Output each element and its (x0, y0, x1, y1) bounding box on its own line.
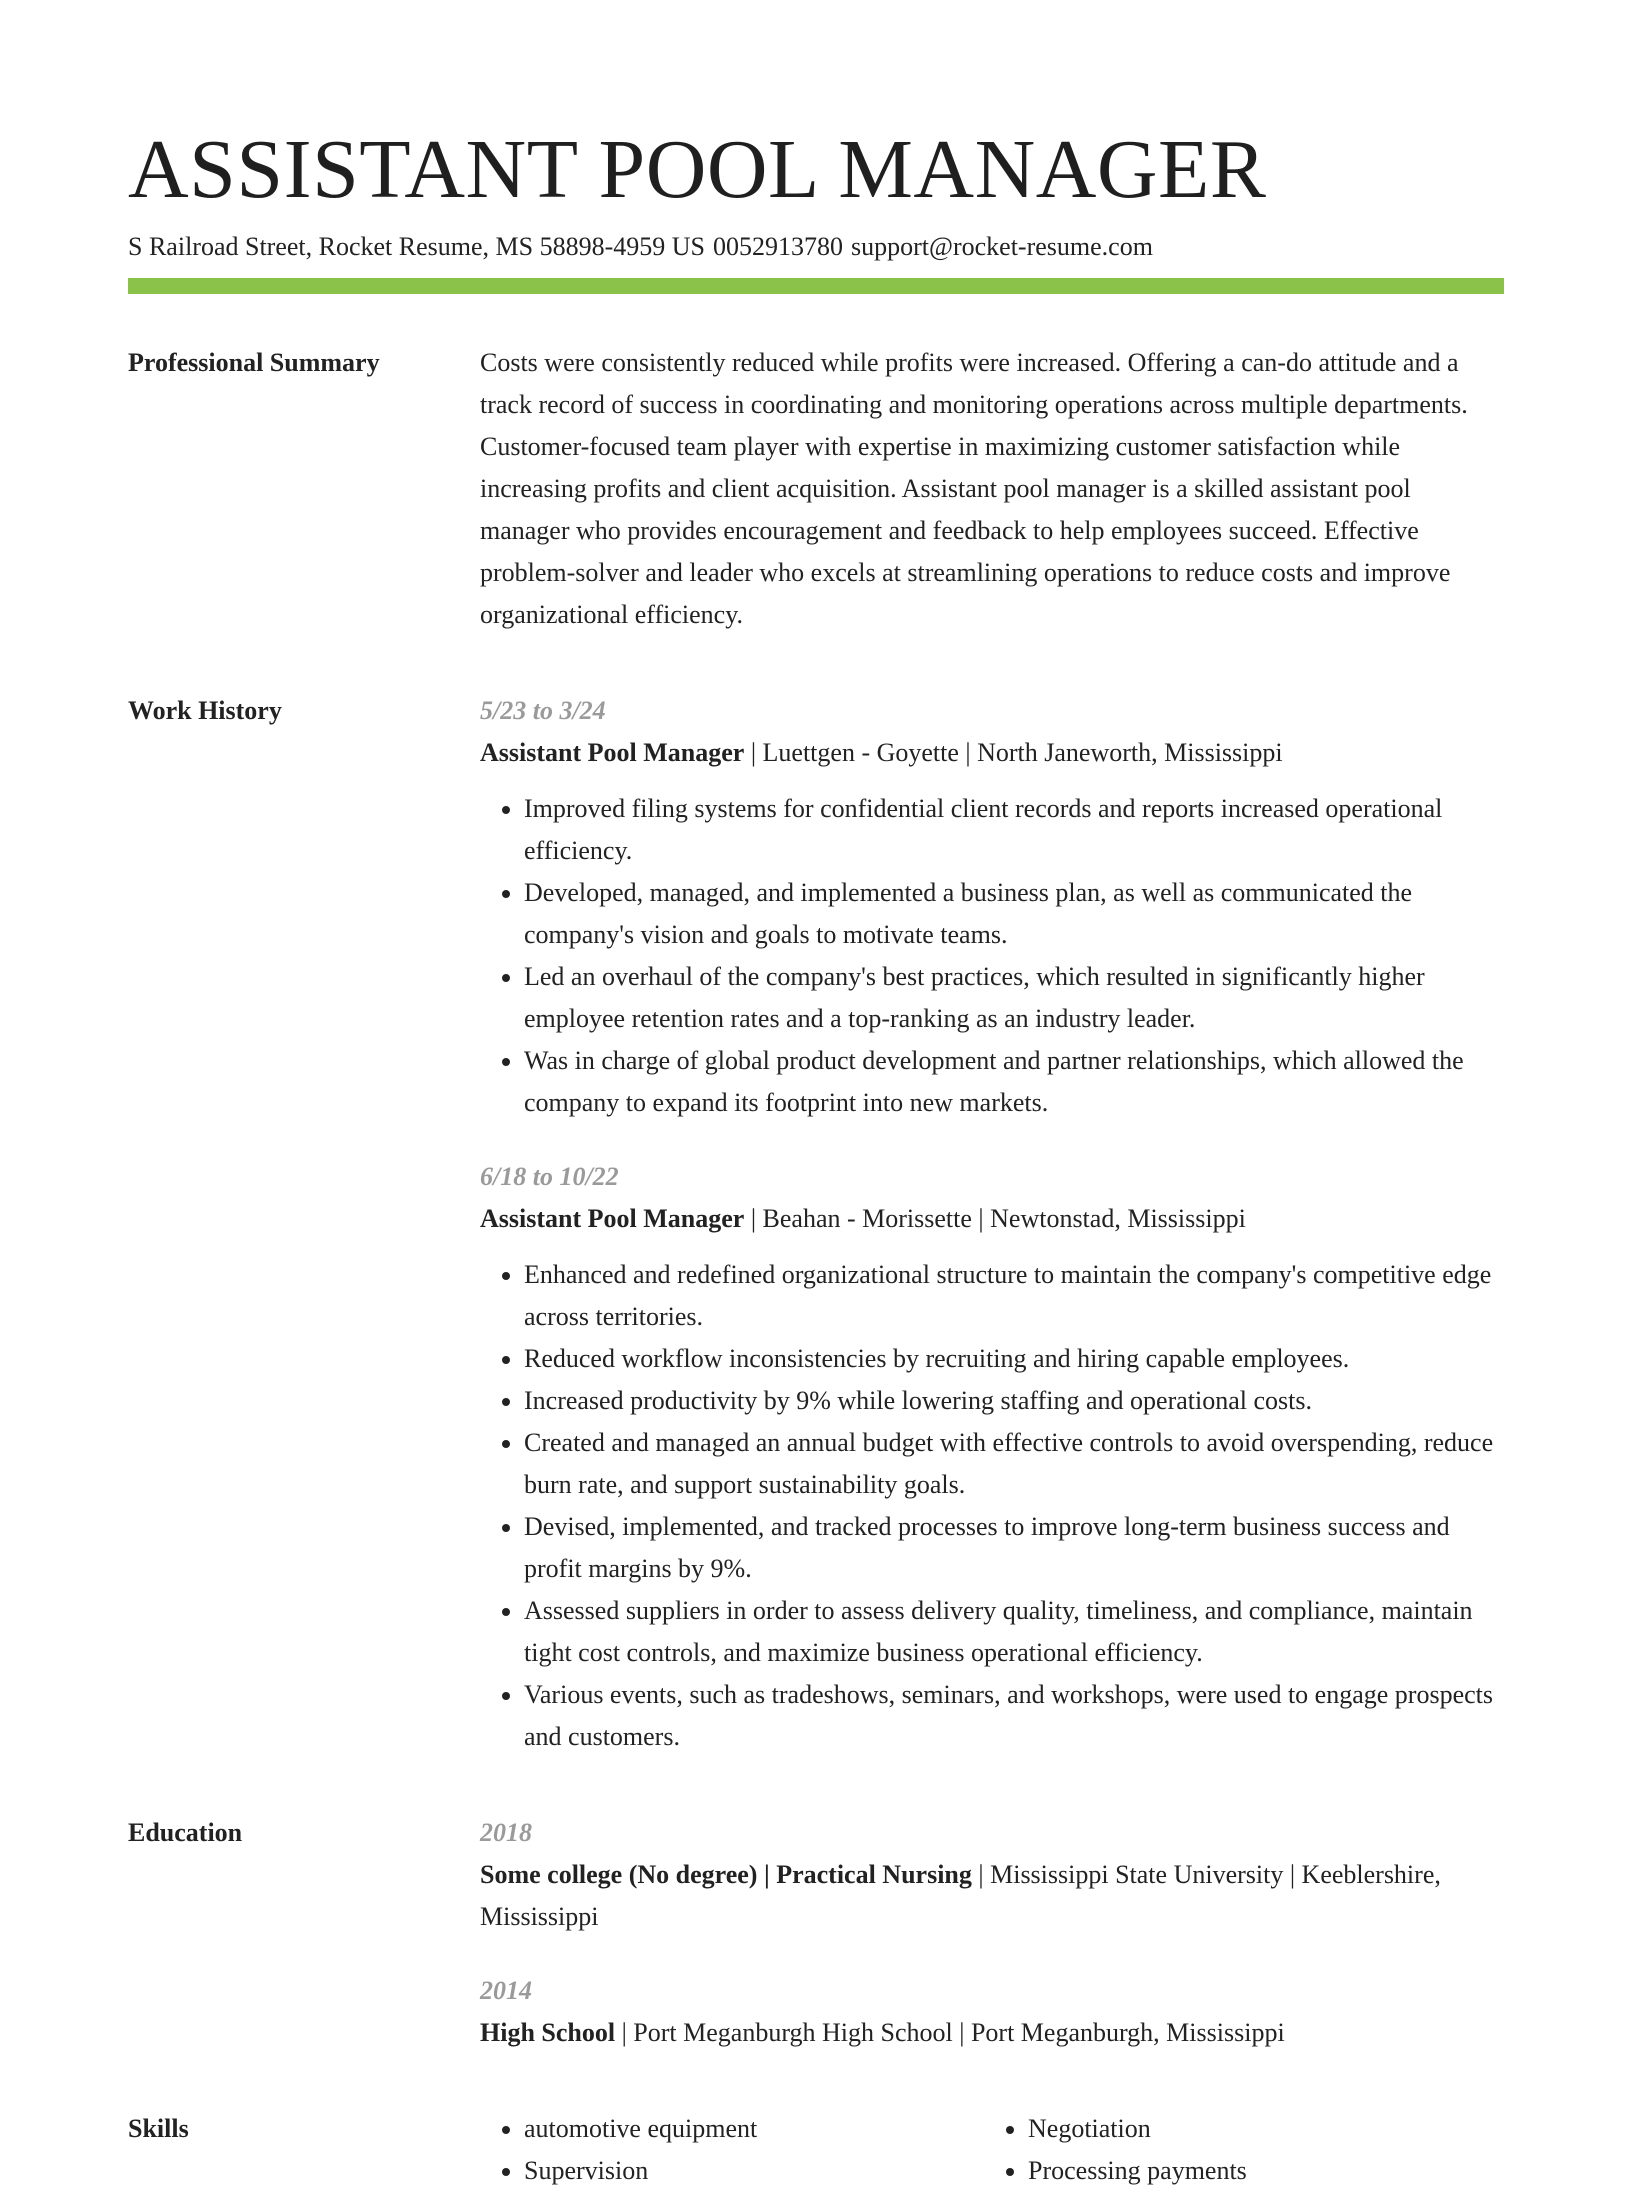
job-bullet: • Devised, implemented, and tracked processes to improve long-term business success and profit margins by 9%. (524, 1506, 1504, 1590)
resume-page (128, 120, 1504, 2192)
skill-item: • automotive equipment (524, 2108, 984, 2150)
section-title-education: Education (128, 1818, 243, 1847)
job-dates: 6/18 to 10/22 (480, 1162, 619, 1191)
job-details: | Beahan - Morissette | Newtonstad, Mississippi (744, 1204, 1246, 1233)
email: support@rocket-resume.com (851, 232, 1153, 261)
candidate-name: ASSISTANT POOL MANAGER (128, 123, 1267, 216)
professional-summary-section (128, 342, 1504, 636)
job-dates: 5/23 to 3/24 (480, 696, 606, 725)
job-bullet: • Increased productivity by 9% while lowering staffing and operational costs. (524, 1380, 1504, 1422)
section-title-summary: Professional Summary (128, 348, 380, 377)
education-details: | Port Meganburgh High School | Port Meganburgh, Mississippi (615, 2018, 1285, 2047)
job-bullet: • Enhanced and redefined organizational structure to maintain the company's competitive edge across territories. (524, 1254, 1504, 1338)
job-bullet: • Various events, such as tradeshows, seminars, and workshops, were used to engage prospects and customers. (524, 1674, 1504, 1758)
job-bullets (480, 1254, 1504, 1758)
job-bullet: • Assessed suppliers in order to assess delivery quality, timeliness, and compliance, maintain tight cost controls, and maximize business operational efficiency. (524, 1590, 1504, 1674)
skills-grid (480, 2108, 1504, 2192)
education-degree: Some college (No degree) | Practical Nursing (480, 1860, 972, 1889)
skills-column (480, 2108, 984, 2192)
summary-text: Costs were consistently reduced while profits were increased. Offering a can-do attitude and a track record of success in coordinating and monitoring operations across multiple departments. Customer-focused team player with expertise in maximizing customer satisfaction while increasing profits and client acquisition. Assistant pool manager is a skilled assistant pool manager who provides encouragement and feedback to help employees succeed. Effective problem-solver and leader who excels at streamlining operations to reduce costs and improve organizational efficiency. (480, 348, 1468, 629)
job-entry (480, 690, 1504, 1124)
skill-item: • Processing payments (1028, 2150, 1488, 2192)
job-bullet: • Was in charge of global product development and partner relationships, which allowed the company to expand its footprint into new markets. (524, 1040, 1504, 1124)
job-bullet: • Created and managed an annual budget with effective controls to avoid overspending, reduce burn rate, and support sustainability goals. (524, 1422, 1504, 1506)
job-entry (480, 1156, 1504, 1758)
header-divider (128, 278, 1504, 294)
education-details: | Mississippi State University | Keeblershire, Mississippi (480, 1860, 1441, 1931)
job-heading (480, 1198, 1504, 1240)
job-bullet: • Improved filing systems for confidential client records and reports increased operational efficiency. (524, 788, 1504, 872)
section-title-work: Work History (128, 696, 282, 725)
skill-item: • Negotiation (1028, 2108, 1488, 2150)
education-year: 2018 (480, 1818, 532, 1847)
address: S Railroad Street, Rocket Resume, MS 58898-4959 US (128, 232, 706, 261)
education-degree: High School (480, 2018, 616, 2047)
job-bullet: • Reduced workflow inconsistencies by recruiting and hiring capable employees. (524, 1338, 1504, 1380)
education-section (128, 1812, 1504, 2054)
job-bullet: • Developed, managed, and implemented a business plan, as well as communicated the company's vision and goals to motivate teams. (524, 872, 1504, 956)
job-bullets (480, 788, 1504, 1124)
phone: 0052913780 (713, 232, 844, 261)
education-heading (480, 2012, 1504, 2054)
job-role: Assistant Pool Manager (480, 1204, 745, 1233)
job-heading (480, 732, 1504, 774)
skill-item: • Supervision (524, 2150, 984, 2192)
contact-line (128, 230, 1504, 264)
education-entry (480, 1970, 1504, 2054)
job-role: Assistant Pool Manager (480, 738, 745, 767)
education-year: 2014 (480, 1976, 532, 2005)
job-bullet: • Led an overhaul of the company's best practices, which resulted in significantly higher employee retention rates and a top-ranking as an industry leader. (524, 956, 1504, 1040)
job-details: | Luettgen - Goyette | North Janeworth, Mississippi (744, 738, 1283, 767)
section-title-skills: Skills (128, 2114, 189, 2143)
education-heading (480, 1854, 1504, 1938)
education-entry (480, 1812, 1504, 1938)
skills-column (984, 2108, 1488, 2192)
skills-section (128, 2108, 1504, 2192)
work-history-section (128, 690, 1504, 1758)
